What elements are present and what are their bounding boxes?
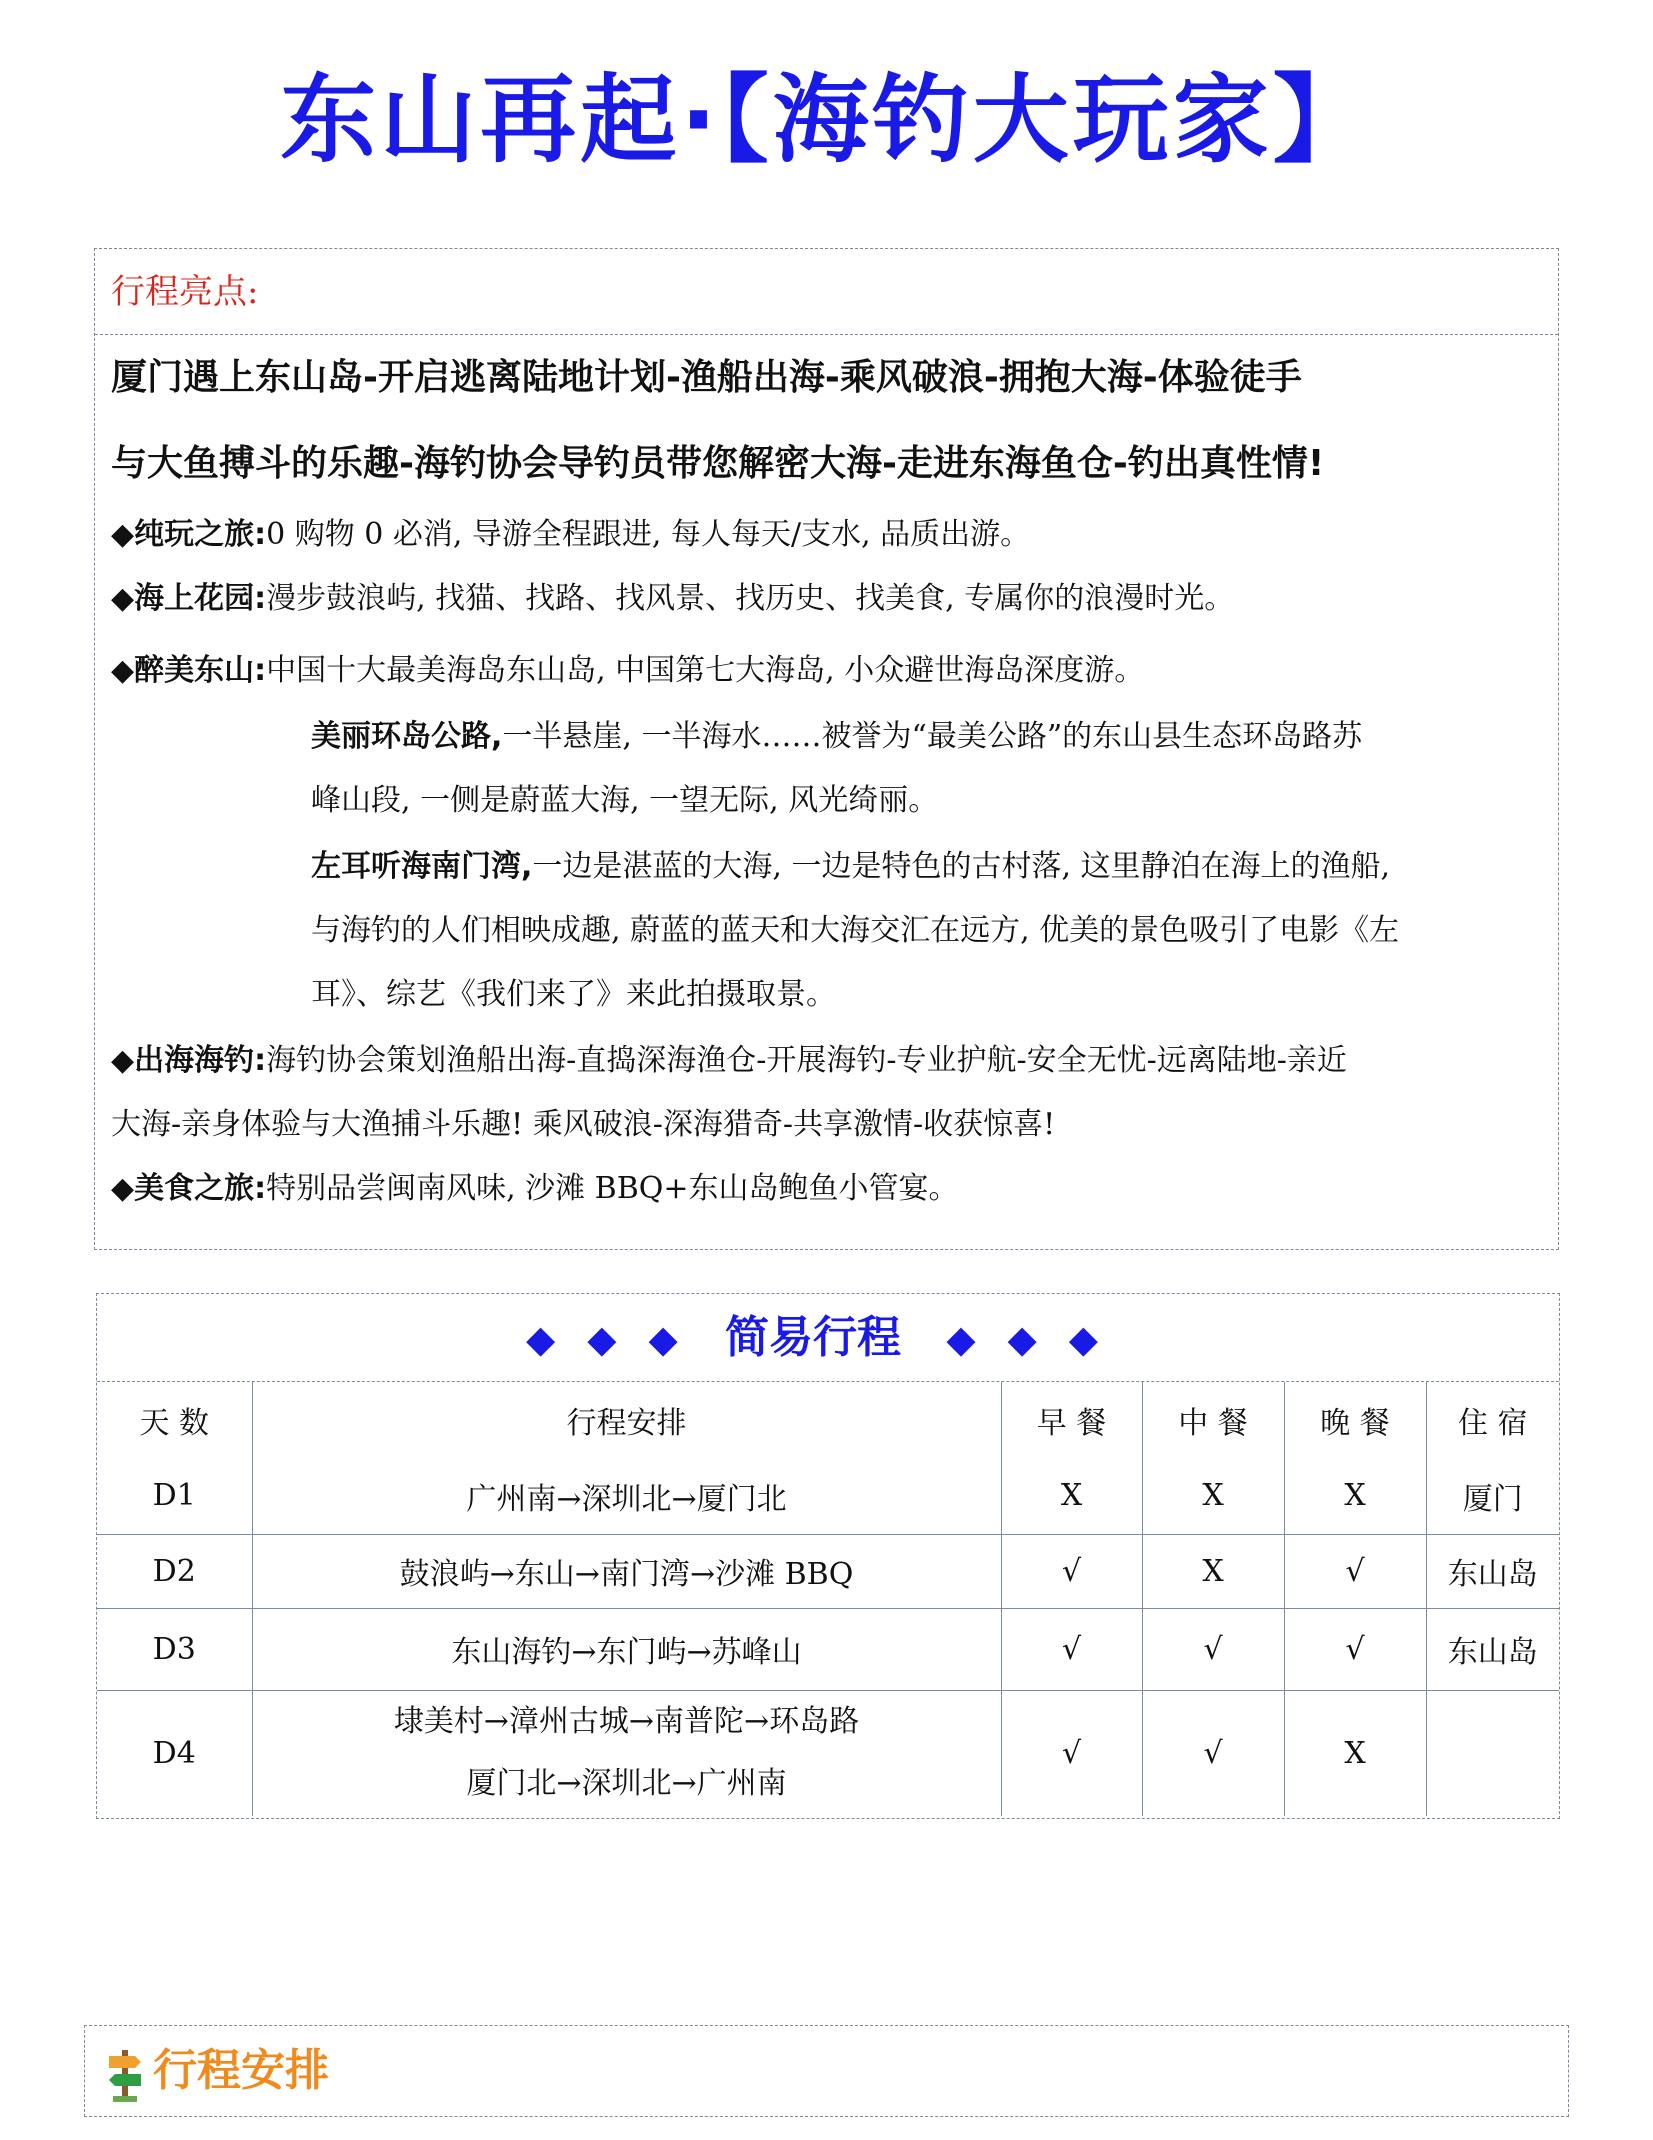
breakfast-cell: X bbox=[1001, 1458, 1142, 1534]
breakfast-cell: √ bbox=[1001, 1608, 1142, 1690]
sub-label: 美丽环岛公路, bbox=[311, 719, 503, 754]
stay-cell: 东山岛 bbox=[1426, 1534, 1559, 1608]
sub-text: 与海钓的人们相映成趣, 蔚蓝的蓝天和大海交汇在远方, 优美的景色吸引了电影《左 bbox=[311, 913, 1400, 948]
highlight-item-pure-tour bbox=[111, 503, 1546, 567]
item-label: ◆出海海钓: bbox=[111, 1043, 267, 1078]
item-text: 海钓协会策划渔船出海-直捣深海渔仓-开展海钓-专业护航-安全无忧-远离陆地-亲近 bbox=[266, 1043, 1347, 1078]
page-title: 东山再起·【海钓大玩家】 bbox=[280, 64, 1373, 176]
highlight-item-sea-garden bbox=[111, 567, 1546, 631]
dinner-cell: √ bbox=[1284, 1534, 1426, 1608]
item-text: 大海-亲身体验与大渔捕斗乐趣! 乘风破浪-深海猎奇-共享激情-收获惊喜! bbox=[111, 1107, 1056, 1142]
lunch-cell: X bbox=[1142, 1534, 1284, 1608]
table-row bbox=[97, 1690, 1559, 1816]
stay-cell: 东山岛 bbox=[1426, 1608, 1559, 1690]
intro-line-1: 厦门遇上东山岛-开启逃离陆地计划-渔船出海-乘风破浪-拥抱大海-体验徒手 bbox=[111, 357, 1302, 398]
item-label: ◆纯玩之旅: bbox=[111, 517, 267, 552]
highlights-panel bbox=[94, 248, 1559, 1250]
item-label: ◆醉美东山: bbox=[111, 653, 267, 688]
brief-heading bbox=[97, 1294, 1559, 1382]
item-label: ◆美食之旅: bbox=[111, 1171, 267, 1206]
item-text: 0 购物 0 必消, 导游全程跟进, 每人每天/支水, 品质出游。 bbox=[266, 517, 1031, 552]
stay-cell bbox=[1426, 1690, 1559, 1816]
intro-text bbox=[111, 335, 1542, 507]
item-text: 中国十大最美海岛东山岛, 中国第七大海岛, 小众避世海岛深度游。 bbox=[266, 653, 1145, 688]
item-text: 漫步鼓浪屿, 找猫、找路、找风景、找历史、找美食, 专属你的浪漫时光。 bbox=[266, 581, 1235, 616]
lunch-cell: √ bbox=[1142, 1608, 1284, 1690]
highlight-item-food bbox=[111, 1157, 1546, 1221]
itinerary-table bbox=[97, 1382, 1559, 1816]
route-cell bbox=[252, 1690, 1001, 1816]
sub-text: 耳》、综艺《我们来了》来此拍摄取景。 bbox=[311, 977, 836, 1012]
route-cell: 东山海钓→东门屿→苏峰山 bbox=[252, 1608, 1001, 1690]
header-lunch: 中 餐 bbox=[1142, 1382, 1284, 1458]
sub-text: 峰山段, 一侧是蔚蓝大海, 一望无际, 风光绮丽。 bbox=[311, 783, 939, 818]
arrangement-heading: 行程安排 bbox=[153, 2045, 329, 2096]
brief-heading-text: 简易行程 bbox=[725, 1312, 901, 1363]
dinner-cell: √ bbox=[1284, 1608, 1426, 1690]
dinner-cell: X bbox=[1284, 1690, 1426, 1816]
table-header-row bbox=[97, 1382, 1559, 1458]
day-cell: D3 bbox=[97, 1608, 252, 1690]
route-line: 埭美村→漳州古城→南普陀→环岛路 bbox=[393, 1704, 860, 1740]
table-row bbox=[97, 1458, 1559, 1534]
table-row bbox=[97, 1534, 1559, 1608]
stay-cell: 厦门 bbox=[1426, 1458, 1559, 1534]
item-label: ◆海上花园: bbox=[111, 581, 267, 616]
brief-itinerary-panel bbox=[96, 1293, 1560, 1819]
highlight-item-sea-fishing bbox=[111, 1029, 1546, 1157]
day-cell: D4 bbox=[152, 1735, 196, 1771]
sub-text: 一半悬崖, 一半海水……被誉为“最美公路”的东山县生态环岛路苏 bbox=[502, 719, 1363, 754]
header-breakfast: 早 餐 bbox=[1001, 1382, 1142, 1458]
sub-item-nanmen-bay bbox=[311, 835, 1544, 1027]
dinner-cell: X bbox=[1284, 1458, 1426, 1534]
lunch-cell: X bbox=[1142, 1458, 1284, 1534]
route-cell: 鼓浪屿→东山→南门湾→沙滩 BBQ bbox=[252, 1534, 1001, 1608]
header-dinner: 晚 餐 bbox=[1284, 1382, 1426, 1458]
breakfast-cell: √ bbox=[1001, 1534, 1142, 1608]
highlights-heading: 行程亮点: bbox=[95, 249, 1558, 335]
route-cell: 广州南→深圳北→厦门北 bbox=[252, 1458, 1001, 1534]
signpost-icon bbox=[105, 2046, 145, 2102]
day-cell: D1 bbox=[97, 1458, 252, 1534]
sub-label: 左耳听海南门湾, bbox=[311, 849, 533, 884]
intro-line-2: 与大鱼搏斗的乐趣-海钓协会导钓员带您解密大海-走进东海鱼仓-钓出真性情! bbox=[111, 443, 1325, 484]
header-days: 天 数 bbox=[139, 1406, 210, 1441]
header-stay: 住 宿 bbox=[1426, 1382, 1559, 1458]
arrangement-section bbox=[84, 2025, 1569, 2117]
sub-item-island-road bbox=[311, 705, 1544, 833]
route-line: 厦门北→深圳北→广州南 bbox=[466, 1766, 787, 1802]
header-route: 行程安排 bbox=[252, 1382, 1001, 1458]
table-row bbox=[97, 1608, 1559, 1690]
day-cell: D2 bbox=[97, 1534, 252, 1608]
sub-text: 一边是湛蓝的大海, 一边是特色的古村落, 这里静泊在海上的渔船, bbox=[532, 849, 1391, 884]
diamond-icon: ◆◆◆ bbox=[526, 1317, 710, 1361]
diamond-icon: ◆◆◆ bbox=[946, 1317, 1130, 1361]
highlight-item-dongshan bbox=[111, 639, 1546, 703]
breakfast-cell: √ bbox=[1001, 1690, 1142, 1816]
item-text: 特别品尝闽南风味, 沙滩 BBQ+东山岛鲍鱼小管宴。 bbox=[266, 1171, 959, 1206]
lunch-cell: √ bbox=[1142, 1690, 1284, 1816]
